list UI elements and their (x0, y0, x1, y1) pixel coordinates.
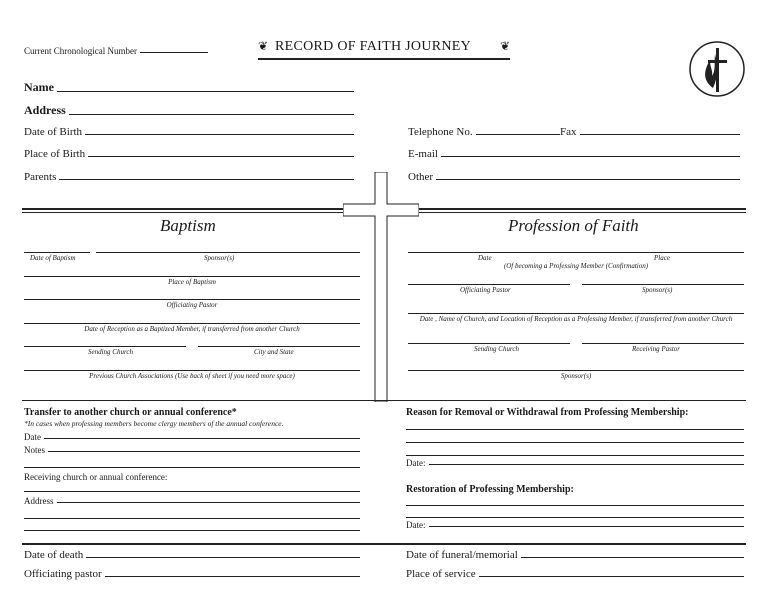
profession-heading: Profession of Faith (508, 216, 639, 235)
parents-label: Parents (24, 171, 57, 183)
removal-date-label: Date: (406, 458, 426, 468)
restoration-date-label: Date: (406, 520, 426, 530)
baptism-reception-caption: Date of Reception as a Baptized Member, if transferred from another Church (84, 325, 300, 333)
profession-receiving-caption: Receiving Pastor (632, 345, 681, 353)
profession-sending-caption: Sending Church (474, 345, 520, 353)
parents-field[interactable] (24, 171, 354, 183)
profession-date-caption: Date (478, 254, 492, 262)
other-label: Other (408, 171, 434, 183)
baptism-previous-caption: Previous Church Associations (Use back of sheet if you need more space) (89, 372, 295, 380)
other-field[interactable] (408, 171, 740, 183)
funeral-date-field[interactable] (406, 549, 744, 561)
transfer-heading: Transfer to another church or annual conference* (24, 407, 237, 418)
baptism-place-caption: Place of Baptism (168, 278, 216, 286)
profession-note-caption: (Of becoming a Professing Member (Confirmation) (503, 262, 649, 270)
name-label: Name (24, 80, 54, 94)
transfer-note: *In cases when professing members become clergy members of the annual conference. (24, 419, 284, 428)
transfer-notes-label: Notes (24, 445, 45, 455)
date-of-birth-label: Date of Birth (24, 126, 83, 138)
profession-sponsors2-caption: Sponsor(s) (560, 372, 592, 380)
date-of-birth-field[interactable] (24, 126, 354, 138)
cross-icon (343, 172, 419, 402)
funeral-date-label: Date of funeral/memorial (406, 549, 518, 561)
fax-label: Fax (560, 126, 577, 138)
address-label: Address (24, 103, 66, 117)
restoration-date-field[interactable] (406, 520, 744, 530)
telephone-label: Telephone No. (408, 126, 473, 138)
chronological-number-label: Current Chronological Number (24, 46, 137, 56)
profession-sponsors-caption: Sponsor(s) (642, 286, 673, 294)
title-banner (258, 38, 510, 60)
profession-place-caption: Place (654, 254, 670, 262)
transfer-address-field[interactable] (24, 496, 360, 506)
baptism-sponsors-caption: Sponsor(s) (204, 254, 235, 262)
transfer-date-label: Date (24, 432, 41, 442)
page-title: RECORD OF FAITH JOURNEY (275, 39, 472, 54)
place-of-service-label: Place of service (406, 568, 476, 580)
ornament-right-icon: ❦ (499, 39, 510, 53)
place-of-birth-field[interactable] (24, 148, 354, 160)
name-field[interactable] (24, 80, 354, 95)
place-of-birth-label: Place of Birth (24, 148, 86, 160)
baptism-pastor-caption: Officiating Pastor (166, 301, 218, 309)
cross-and-flame-logo-icon (688, 40, 746, 98)
profession-pastor-caption: Officiating Pastor (460, 286, 511, 294)
transfer-notes-field[interactable] (24, 445, 360, 455)
ornament-left-icon: ❦ (258, 39, 269, 53)
section-divider-mid (22, 400, 746, 401)
removal-heading: Reason for Removal or Withdrawal from Professing Membership: (406, 407, 689, 418)
baptism-heading: Baptism (160, 216, 216, 235)
officiating-pastor-field[interactable] (24, 568, 360, 580)
fax-field[interactable] (560, 126, 740, 138)
transfer-receiving-label: Receiving church or annual conference: (24, 472, 168, 482)
profession-reception-caption: Date , Name of Church, and Location of Reception as a Professing Member, if transferred from another Church (419, 315, 733, 323)
telephone-field[interactable] (408, 126, 560, 138)
section-divider-bottom (22, 543, 746, 545)
place-of-service-field[interactable] (406, 568, 744, 580)
officiating-pastor-label: Officiating pastor (24, 568, 102, 580)
date-of-death-label: Date of death (24, 549, 84, 561)
removal-date-field[interactable] (406, 458, 744, 468)
date-of-death-field[interactable] (24, 549, 360, 561)
baptism-city-caption: City and State (254, 348, 294, 356)
address-field[interactable] (24, 103, 354, 118)
transfer-address-label: Address (24, 496, 54, 506)
chronological-number-field[interactable] (24, 46, 208, 56)
email-label: E-mail (408, 148, 438, 160)
restoration-heading: Restoration of Professing Membership: (406, 484, 574, 495)
baptism-date-caption: Date of Baptism (30, 254, 76, 262)
transfer-date-field[interactable] (24, 432, 360, 442)
baptism-sending-caption: Sending Church (88, 348, 134, 356)
email-field[interactable] (408, 148, 740, 160)
